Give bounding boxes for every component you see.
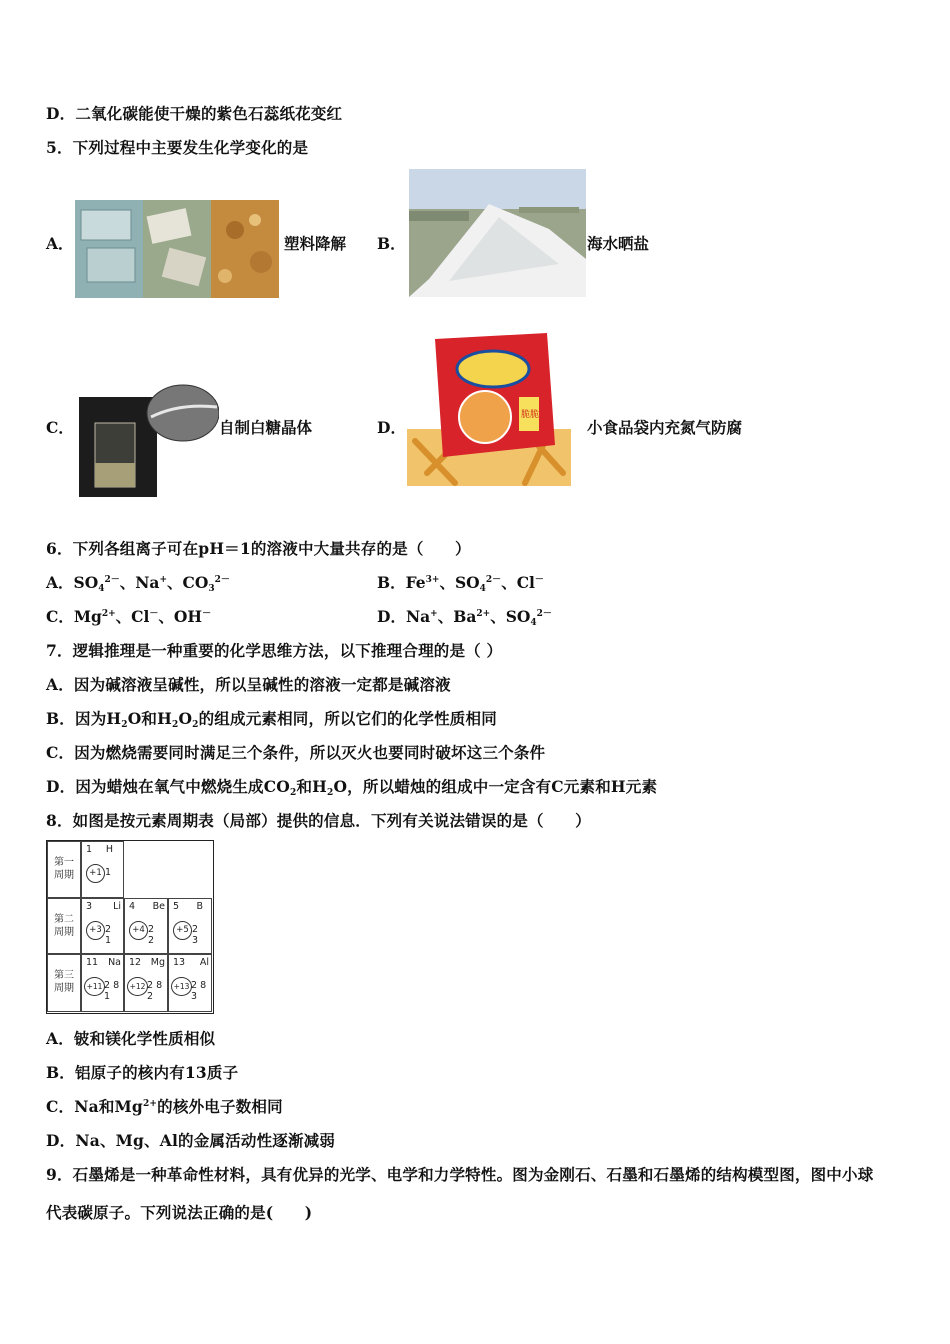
nucleus-mg: +12 bbox=[127, 977, 148, 996]
question-d-previous: D．二氧化碳能使干燥的紫色石蕊纸花变红 bbox=[46, 104, 343, 123]
period-label-2: 第二 周期 bbox=[47, 898, 81, 954]
snack-bag-text: 脆脆 bbox=[521, 410, 540, 420]
option-5d-caption: 小食品袋内充氮气防腐 bbox=[587, 418, 743, 437]
option-5b-caption: 海水晒盐 bbox=[587, 234, 650, 253]
option-8d: D．Na、Mg、Al的金属活动性逐渐减弱 bbox=[46, 1131, 336, 1150]
nucleus-h: +1 bbox=[86, 864, 105, 883]
nucleus-be: +4 bbox=[129, 921, 148, 940]
question-6: 6．下列各组离子可在pH＝1的溶液中大量共存的是（ ） bbox=[46, 539, 471, 558]
nucleus-b: +5 bbox=[173, 921, 192, 940]
nucleus-al: +13 bbox=[171, 977, 192, 996]
option-7b: B．因为$H_2O$和$H_2O_2$的组成元素相同，所以它们的化学性质相同 bbox=[46, 709, 497, 730]
option-7c: C．因为燃烧需要同时满足三个条件，所以灭火也要同时破坏这三个条件 bbox=[46, 743, 546, 762]
element-cell-al: 13 Al +13 2 8 3 bbox=[168, 954, 212, 1012]
plastic-degradation-image bbox=[75, 200, 279, 298]
option-8a: A．铍和镁化学性质相似 bbox=[46, 1029, 216, 1048]
option-6a: A．$SO_4^{2-}$、Na+、$CO_3^{2-}$ bbox=[46, 573, 230, 594]
question-9-line-2: 代表碳原子。下列说法正确的是( ) bbox=[46, 1203, 313, 1222]
periodic-table bbox=[46, 840, 214, 1014]
option-7a: A．因为碱溶液呈碱性，所以呈碱性的溶液一定都是碱溶液 bbox=[46, 675, 451, 694]
option-5a-letter: A． bbox=[46, 234, 74, 253]
option-8b: B．铝原子的核内有13质子 bbox=[46, 1063, 239, 1082]
question-9-line-1: 9．石墨烯是一种革命性材料，具有优异的光学、电学和力学特性。图为金刚石、石墨和石墨烯的结构模型图，图中小球 bbox=[46, 1165, 874, 1184]
option-5a-caption: 塑料降解 bbox=[284, 234, 347, 253]
question-8: 8．如图是按元素周期表（局部）提供的信息．下列有关说法错误的是（ ） bbox=[46, 811, 591, 830]
element-cell-be: 4 Be +4 2 2 bbox=[124, 898, 168, 954]
question-7: 7．逻辑推理是一种重要的化学思维方法，以下推理合理的是（ ） bbox=[46, 641, 503, 660]
option-5c-caption: 自制白糖晶体 bbox=[219, 418, 313, 437]
period-label-1: 第一 周期 bbox=[47, 841, 81, 898]
nucleus-na: +11 bbox=[84, 977, 105, 996]
question-5: 5．下列过程中主要发生化学变化的是 bbox=[46, 138, 309, 157]
element-cell-h: 1 H +1 1 bbox=[81, 841, 124, 898]
element-cell-mg: 12 Mg +12 2 8 2 bbox=[124, 954, 168, 1012]
sugar-crystal-image bbox=[79, 383, 219, 497]
option-7d: D．因为蜡烛在氧气中燃烧生成$CO_2$和$H_2O$，所以蜡烛的组成中一定含有C元素和H元素 bbox=[46, 777, 658, 798]
option-5b-letter: B． bbox=[377, 234, 406, 253]
option-6b: B．$Fe^{3+}$、$SO_4^{2-}$、Cl－ bbox=[377, 573, 544, 594]
option-8c: C．Na和$Mg^{2+}$的核外电子数相同 bbox=[46, 1097, 283, 1116]
element-cell-na: 11 Na +11 2 8 1 bbox=[81, 954, 124, 1012]
snack-bag-image bbox=[407, 333, 571, 486]
option-5d-letter: D． bbox=[377, 418, 406, 437]
option-6c: C．$Mg^{2+}$、Cl－、OH－ bbox=[46, 607, 212, 626]
element-cell-b: 5 B +5 2 3 bbox=[168, 898, 212, 954]
option-6d: D．Na+、$Ba^{2+}$、$SO_4^{2-}$ bbox=[377, 607, 552, 628]
element-cell-li: 3 Li +3 2 1 bbox=[81, 898, 124, 954]
sea-salt-image bbox=[409, 169, 586, 297]
period-label-3: 第三 周期 bbox=[47, 954, 81, 1012]
option-5c-letter: C． bbox=[46, 418, 74, 437]
nucleus-li: +3 bbox=[86, 921, 105, 940]
